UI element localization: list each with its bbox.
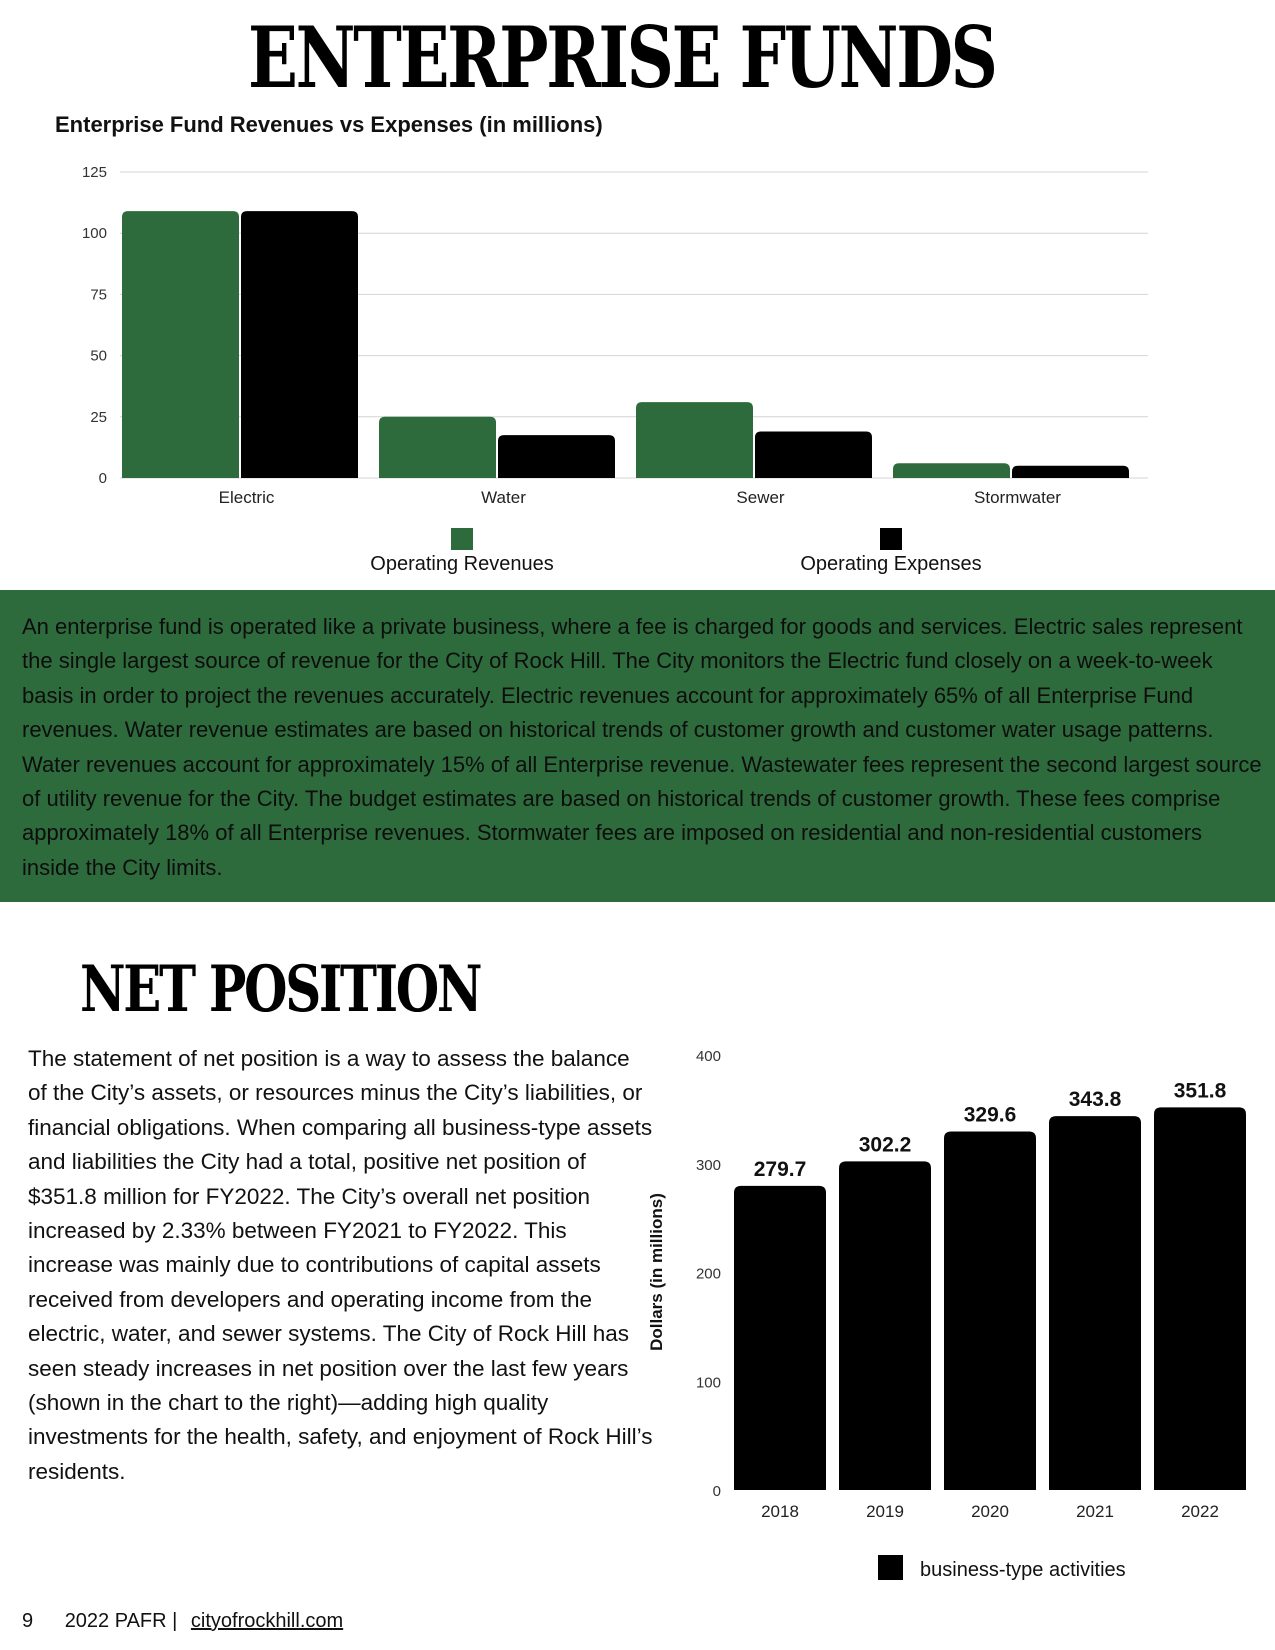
category-label: Electric [218, 488, 275, 507]
legend-swatch [878, 1555, 903, 1580]
net-position-chart [640, 1040, 1260, 1620]
website-link[interactable]: cityofrockhill.com [190, 1610, 344, 1632]
publication-label: 2022 PAFR | [64, 1610, 178, 1632]
category-label: 2022 [1181, 1502, 1219, 1521]
bar-net-position [734, 1186, 826, 1490]
category-label: 2018 [761, 1502, 799, 1521]
legend-label: Operating Expenses [800, 553, 982, 575]
bar-net-position [839, 1161, 931, 1490]
bar-expense [241, 211, 358, 478]
enterprise-info-panel [0, 590, 1275, 902]
y-tick-label: 75 [90, 286, 107, 304]
y-tick-label: 100 [695, 1374, 721, 1392]
y-tick-label: 0 [98, 470, 107, 487]
bar-revenue [122, 211, 239, 478]
y-tick-label: 125 [81, 164, 107, 181]
y-tick-label: 300 [695, 1156, 721, 1174]
page-number: 9 [22, 1610, 34, 1632]
bar-net-position [944, 1132, 1036, 1490]
y-tick-label: 400 [695, 1048, 721, 1065]
y-tick-label: 200 [695, 1265, 721, 1283]
y-tick-label: 100 [81, 225, 107, 243]
data-label: 351.8 [1173, 1079, 1227, 1103]
footer [22, 1610, 343, 1633]
y-tick-label: 50 [90, 347, 107, 365]
revenues-expenses-chart [0, 150, 1180, 590]
chart-title: Enterprise Fund Revenues vs Expenses (in millions) [55, 112, 603, 137]
bar-expense [1012, 466, 1129, 478]
y-axis-label: Dollars (in millions) [647, 1193, 666, 1351]
bar-revenue [379, 417, 496, 478]
data-label: 343.8 [1068, 1088, 1122, 1112]
category-label: 2020 [971, 1502, 1009, 1521]
bar-expense [755, 431, 872, 478]
bar-revenue [893, 463, 1010, 478]
category-label: 2019 [866, 1502, 904, 1521]
legend-swatch [451, 528, 473, 550]
data-label: 302.2 [858, 1133, 912, 1157]
legend-swatch [880, 528, 902, 550]
bar-revenue [636, 402, 753, 478]
net-position-description: The statement of net position is a way to assess the balance of the City’s assets, or resources minus the City’s liabilities, or financial obligations. When comparing all business-type assets and liabilities the City had a total, positive net position of $351.8 million for FY2022. The City’s overall net position increased by 2.33% between FY2021 to FY2022. This increase was mainly due to contributions of capital assets received from developers and operating income from the electric, water, and sewer systems. The City of Rock Hill has seen steady increases in net position over the last few years (shown in the chart to the right)—adding high quality investments for the health, safety, and enjoyment of Rock Hill’s residents. [28, 1046, 653, 1484]
bar-net-position [1049, 1116, 1141, 1490]
page-title: ENTERPRISE FUNDS [248, 8, 996, 107]
y-tick-label: 0 [712, 1483, 721, 1500]
legend-label: Operating Revenues [370, 553, 554, 575]
bar-net-position [1154, 1107, 1246, 1490]
section-title-net-position: NET POSITION [80, 952, 481, 1027]
enterprise-description: An enterprise fund is operated like a private business, where a fee is charged for goods and services. Electric sales represent the single largest source of revenue for the City of Rock Hill. The City monitors the Electric fund closely on a week-to-week basis in order to project the revenues accurately. Electric revenues account for approximately 65% of all Enterprise Fund revenues. Water revenue estimates are based on historical trends of customer growth and customer water usage patterns. Water revenues account for approximately 15% of all Enterprise revenue. Wastewater fees represent the second largest source of utility revenue for the City. The budget estimates are based on historical trends of customer growth. These fees comprise approximately 18% of all Enterprise revenues. Stormwater fees are imposed on residential and non-residential customers inside the City limits. [22, 614, 1262, 880]
category-label: Water [481, 488, 526, 507]
bar-expense [498, 435, 615, 478]
data-label: 279.7 [753, 1157, 807, 1181]
data-label: 329.6 [963, 1103, 1017, 1127]
category-label: Sewer [736, 488, 785, 507]
y-tick-label: 25 [90, 408, 107, 426]
category-label: Stormwater [974, 488, 1061, 507]
legend-label: business-type activities [920, 1559, 1126, 1581]
category-label: 2021 [1076, 1502, 1114, 1521]
